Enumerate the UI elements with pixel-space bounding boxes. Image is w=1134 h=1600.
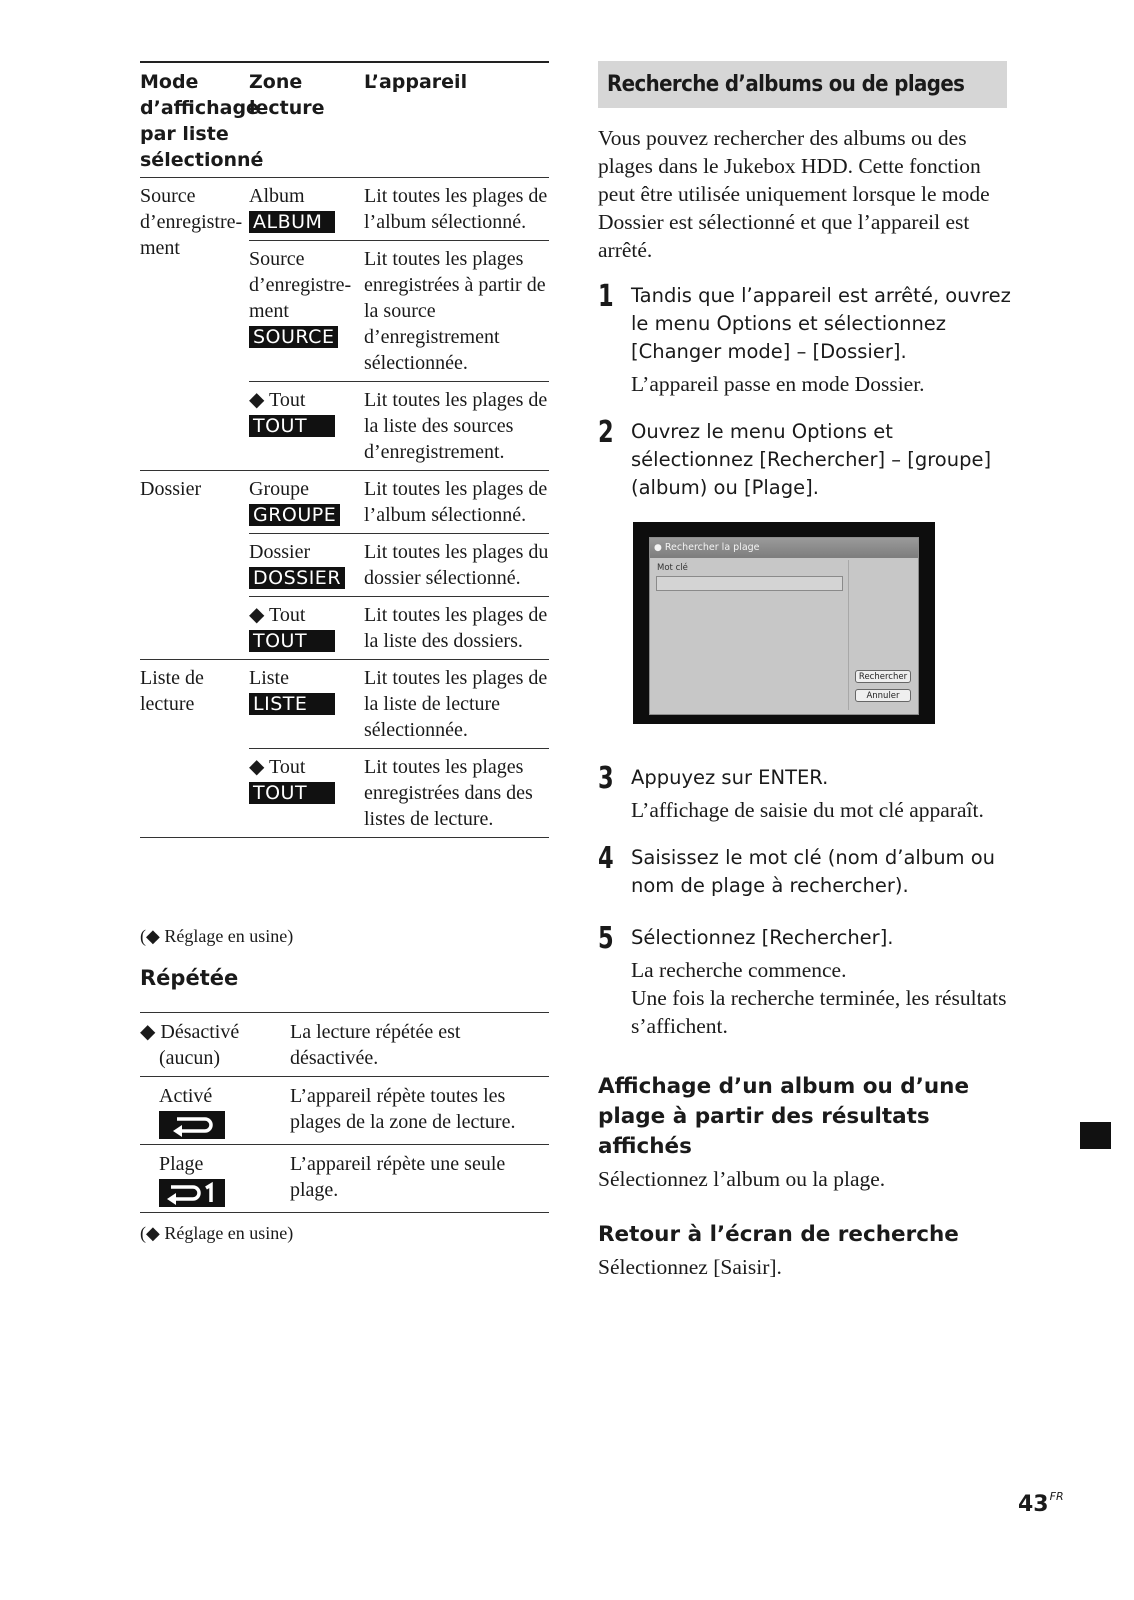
repeat-one-icon xyxy=(159,1179,225,1207)
footnote-factory-setting: (◆ Réglage en usine) xyxy=(140,1223,294,1243)
zone-label: Dossier xyxy=(249,541,311,563)
repeat-description: L’appareil répète une seule plage. xyxy=(290,1153,506,1201)
header-display-mode: Mode d’affichage par liste sélectionné xyxy=(140,71,264,171)
dialog-title: Rechercher la plage xyxy=(664,542,760,553)
page-language: FR xyxy=(1049,1490,1064,1503)
step-number: 3 xyxy=(598,761,614,796)
table-row xyxy=(249,471,549,533)
step-instruction: Appuyez sur ENTER. xyxy=(631,766,829,789)
zone-badge: GROUPE xyxy=(249,504,340,526)
step-number: 2 xyxy=(598,415,614,450)
step-1 xyxy=(598,279,1013,398)
zone-label: ◆ Tout xyxy=(249,389,306,411)
zone-description: Lit toutes les plages enregistrées à partir de la source d’enregistrement sélectionnée. xyxy=(364,248,546,374)
repeat-section-title: Répétée xyxy=(140,966,239,990)
step-3 xyxy=(598,761,1013,824)
table-row xyxy=(249,240,549,381)
mode-cell: Source d’enregistre-ment xyxy=(140,185,243,259)
zone-label: ◆ Tout xyxy=(249,604,306,626)
table-header xyxy=(140,63,549,178)
subheading-results: Affichage d’un album ou d’une plage à partir des résultats affichés xyxy=(598,1074,970,1159)
cancel-button[interactable]: Annuler xyxy=(855,689,911,702)
repeat-table xyxy=(140,1012,549,1213)
step-number: 5 xyxy=(598,921,614,956)
footnote-factory-setting: (◆ Réglage en usine) xyxy=(140,926,294,946)
step-note: L’affichage de saisie du mot clé apparaît. xyxy=(631,798,984,822)
zone-description: Lit toutes les plages du dossier sélectionné. xyxy=(364,541,549,589)
zone-description: Lit toutes les plages de la liste des dossiers. xyxy=(364,604,548,652)
zone-badge: SOURCE xyxy=(249,326,338,348)
step-note: La recherche commence. xyxy=(631,958,847,982)
step-5 xyxy=(598,921,1013,1040)
header-zone: Zone lecture xyxy=(249,71,325,119)
table-row xyxy=(249,178,549,240)
repeat-option: Activé xyxy=(159,1085,213,1107)
table-group-playlist xyxy=(140,659,549,838)
zone-badge: DOSSIER xyxy=(249,567,345,589)
zone-label: Liste xyxy=(249,667,289,689)
zone-badge: ALBUM xyxy=(249,211,335,233)
search-button[interactable]: Rechercher xyxy=(855,670,911,683)
keyword-input[interactable] xyxy=(656,576,843,591)
subheading-return: Retour à l’écran de recherche xyxy=(598,1222,959,1247)
mode-cell: Liste de lecture xyxy=(140,667,204,715)
zone-badge: LISTE xyxy=(249,693,335,715)
section-title: Recherche d’albums ou de plages xyxy=(598,61,1007,108)
zone-description: Lit toutes les plages de l’album sélectionné. xyxy=(364,185,548,233)
table-row xyxy=(140,1076,549,1144)
zone-description: Lit toutes les plages de la liste de lecture sélectionnée. xyxy=(364,667,548,741)
step-4 xyxy=(598,841,1013,900)
zone-label: ◆ Tout xyxy=(249,756,306,778)
repeat-description: L’appareil répète toutes les plages de la zone de lecture. xyxy=(290,1085,516,1133)
page-number-value: 43 xyxy=(1018,1492,1049,1517)
zone-description: Lit toutes les plages enregistrées dans des listes de lecture. xyxy=(364,756,533,830)
table-row xyxy=(249,748,549,837)
repeat-description: La lecture répétée est désactivée. xyxy=(290,1021,461,1069)
dialog-body xyxy=(653,560,849,710)
step-note: L’appareil passe en mode Dossier. xyxy=(631,372,925,396)
search-dialog xyxy=(649,537,919,715)
search-icon: ● xyxy=(654,543,662,553)
step-note-2: Une fois la recherche terminée, les résultats s’affichent. xyxy=(631,986,1007,1038)
return-body: Sélectionnez [Saisir]. xyxy=(598,1255,782,1279)
step-instruction: Saisissez le mot clé (nom d’album ou nom de plage à rechercher). xyxy=(631,846,996,897)
table-row xyxy=(140,1013,549,1076)
step-number: 4 xyxy=(598,841,614,876)
table-row xyxy=(249,381,549,470)
zone-label: Album xyxy=(249,185,305,207)
repeat-option: ◆ Désactivé xyxy=(140,1021,240,1043)
header-device: L’appareil xyxy=(364,71,468,93)
table-row xyxy=(249,533,549,596)
table-row xyxy=(140,1144,549,1212)
repeat-all-icon xyxy=(159,1111,225,1139)
step-number: 1 xyxy=(598,279,614,314)
keyword-label: Mot clé xyxy=(657,563,688,573)
step-instruction: Sélectionnez [Rechercher]. xyxy=(631,926,894,949)
table-group-source xyxy=(140,178,549,470)
repeat-option-sub: (aucun) xyxy=(159,1047,221,1069)
table-group-folder xyxy=(140,470,549,659)
table-row xyxy=(249,660,549,748)
step-2 xyxy=(598,415,1013,502)
repeat-option: Plage xyxy=(159,1153,204,1175)
step-instruction: Ouvrez le menu Options et sélectionnez [Rechercher] – [groupe] (album) ou [Plage]. xyxy=(631,420,992,499)
zone-badge: TOUT xyxy=(249,630,335,652)
table-row xyxy=(249,596,549,659)
zone-label: Source d’enregistre-ment xyxy=(249,248,352,322)
dialog-titlebar xyxy=(650,538,918,558)
search-dialog-screenshot xyxy=(633,522,935,724)
page-number xyxy=(1018,1490,1064,1517)
results-body: Sélectionnez l’album ou la plage. xyxy=(598,1167,886,1191)
mode-cell: Dossier xyxy=(140,478,202,500)
zone-badge: TOUT xyxy=(249,782,335,804)
intro-paragraph: Vous pouvez rechercher des albums ou des plages dans le Jukebox HDD. Cette fonction peut être utilisée uniquement lorsque le mode Dossier est sélectionné et que l’appareil est arrêté. xyxy=(598,126,990,262)
zone-description: Lit toutes les plages de l’album sélectionné. xyxy=(364,478,548,526)
playback-zone-table xyxy=(140,61,549,838)
zone-label: Groupe xyxy=(249,478,309,500)
zone-description: Lit toutes les plages de la liste des sources d’enregistrement. xyxy=(364,389,548,463)
zone-badge: TOUT xyxy=(249,415,335,437)
step-instruction: Tandis que l’appareil est arrêté, ouvrez le menu Options et sélectionnez [Changer mode] – [Dossier]. xyxy=(631,284,1011,363)
section-tab-marker xyxy=(1080,1122,1111,1149)
